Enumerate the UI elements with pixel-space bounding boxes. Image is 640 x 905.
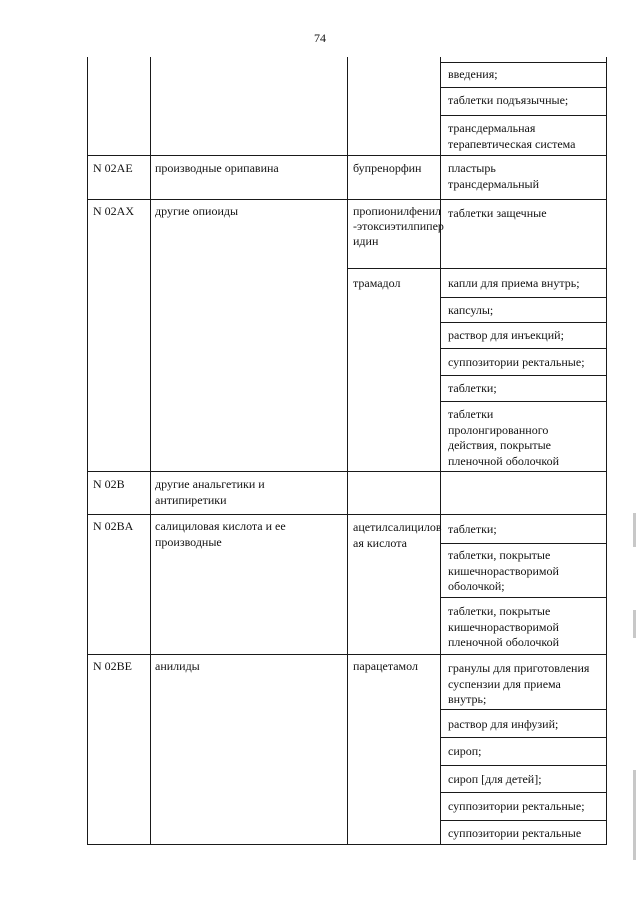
dosage-form-cell: таблетки защечные — [448, 206, 547, 220]
table-border-left — [87, 57, 88, 845]
row-rule — [87, 471, 607, 472]
row-rule — [87, 199, 607, 200]
row-rule — [87, 654, 607, 655]
row-rule — [87, 155, 607, 156]
forms-rule — [440, 737, 607, 738]
dosage-form-cell: капсулы; — [448, 303, 494, 317]
dosage-form-cell: гранулы для приготовления суспензии для приема внутрь; — [448, 661, 590, 706]
pharmacological-group-cell: салициловая кислота и ее производные — [155, 519, 286, 549]
row-rule — [87, 514, 607, 515]
forms-rule — [440, 543, 607, 544]
dosage-form-cell: таблетки пролонгированного действия, покрытые пленочной оболочкой — [448, 407, 560, 468]
dosage-form-cell: суппозитории ректальные; — [448, 799, 585, 813]
substance-rule — [347, 268, 607, 269]
forms-rule — [440, 401, 607, 402]
substance-cell: трамадол — [353, 276, 401, 290]
forms-rule — [440, 322, 607, 323]
forms-rule — [440, 87, 607, 88]
dosage-form-cell: капли для приема внутрь; — [448, 276, 580, 290]
pharmacological-group-cell: производные орипавина — [155, 161, 279, 175]
dosage-form-cell: суппозитории ректальные; — [448, 355, 585, 369]
table-border-right — [606, 57, 607, 845]
dosage-form-cell: таблетки подъязычные; — [448, 93, 569, 107]
pharmacological-group-cell: другие опиоиды — [155, 204, 239, 218]
table-border-bottom — [87, 844, 607, 845]
atc-code-cell: N 02AE — [93, 161, 133, 175]
dosage-form-cell: раствор для инфузий; — [448, 717, 559, 731]
dosage-form-cell: введения; — [448, 67, 498, 81]
forms-rule — [440, 820, 607, 821]
dosage-form-cell: пластырь трансдермальный — [448, 161, 540, 191]
atc-code-cell: N 02BA — [93, 519, 134, 533]
dosage-form-cell: таблетки; — [448, 522, 497, 536]
forms-rule — [440, 792, 607, 793]
scan-edge-mark — [633, 770, 636, 860]
forms-rule — [440, 115, 607, 116]
column-divider-group — [347, 57, 348, 845]
forms-rule — [440, 765, 607, 766]
atc-code-cell: N 02AX — [93, 204, 134, 218]
forms-rule — [440, 709, 607, 710]
dosage-form-cell: суппозитории ректальные — [448, 826, 582, 840]
column-divider-substance — [440, 57, 441, 845]
scan-edge-mark — [633, 610, 636, 638]
dosage-form-cell: таблетки; — [448, 381, 497, 395]
substance-cell: ацетилсалициловая кислота — [353, 520, 442, 550]
forms-rule — [440, 597, 607, 598]
atc-code-cell: N 02B — [93, 477, 125, 491]
forms-rule — [440, 62, 607, 63]
pharmacological-group-cell: анилиды — [155, 659, 200, 673]
page-number: 74 — [314, 31, 326, 45]
substance-cell: парацетамол — [353, 659, 418, 673]
dosage-form-cell: сироп; — [448, 744, 482, 758]
forms-rule — [440, 297, 607, 298]
dosage-form-cell: таблетки, покрытые кишечнорастворимой пленочной оболочкой — [448, 604, 560, 649]
medicines-table — [87, 57, 607, 845]
substance-cell: бупренорфин — [353, 161, 422, 175]
forms-rule — [440, 375, 607, 376]
dosage-form-cell: таблетки, покрытые кишечнорастворимой оболочкой; — [448, 548, 559, 593]
scan-edge-mark — [633, 513, 636, 547]
dosage-form-cell: сироп [для детей]; — [448, 772, 542, 786]
substance-cell: пропионилфенил-этоксиэтилпиперидин — [353, 204, 444, 248]
dosage-form-cell: трансдермальная терапевтическая система — [448, 121, 576, 151]
forms-rule — [440, 348, 607, 349]
column-divider-code — [150, 57, 151, 845]
pharmacological-group-cell: другие анальгетики и антипиретики — [155, 477, 265, 507]
atc-code-cell: N 02BE — [93, 659, 132, 673]
dosage-form-cell: раствор для инъекций; — [448, 328, 564, 342]
